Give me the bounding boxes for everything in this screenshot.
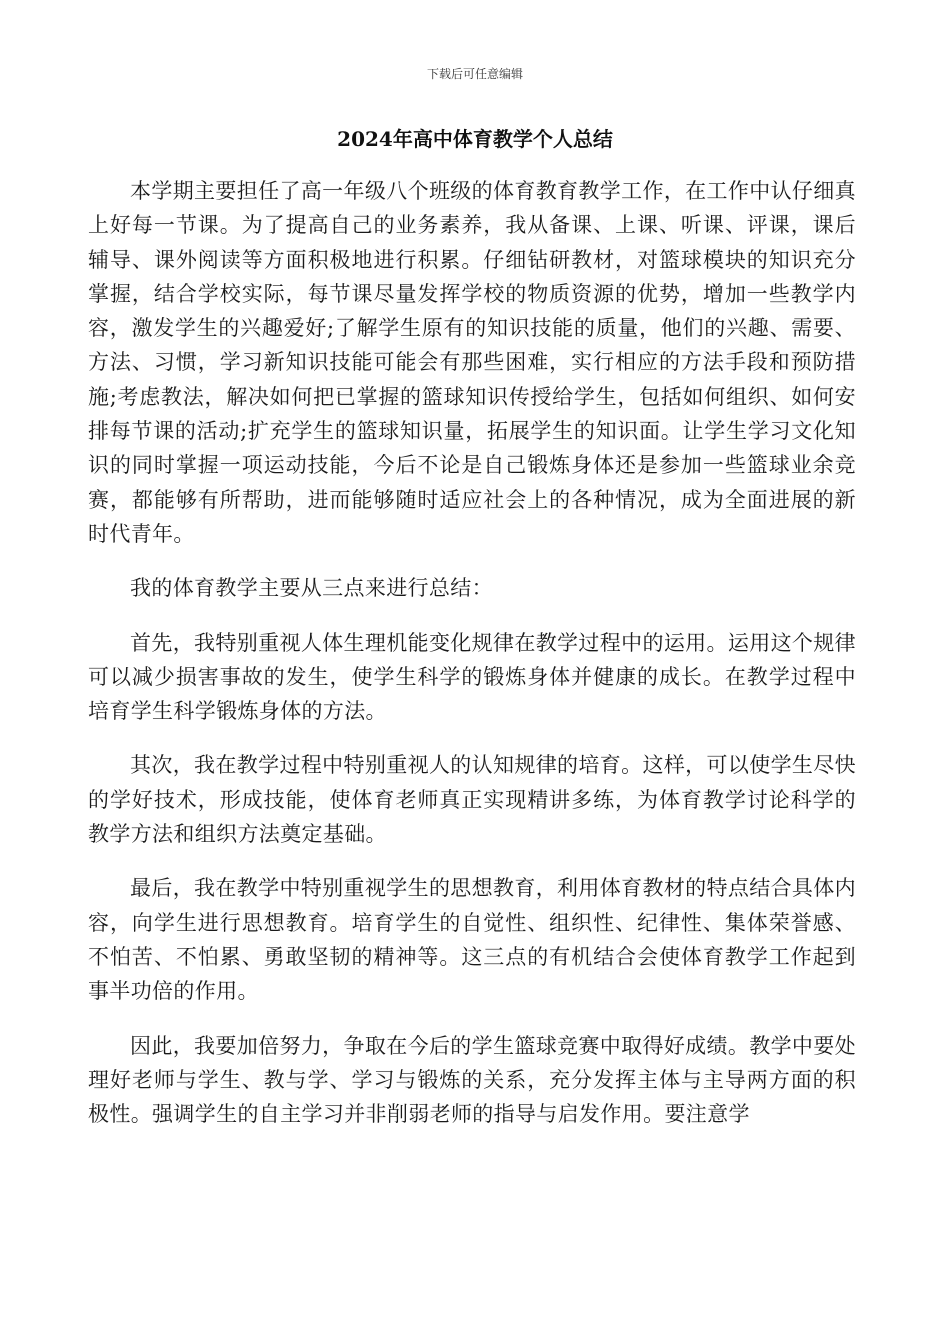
paragraph-second-point: 其次，我在教学过程中特别重视人的认知规律的培育。这样，可以使学生尽快的学好技术，形成技能，使体育老师真正实现精讲多练，为体育教学讨论科学的教学方法和组织方法奠定基础。: [88, 753, 856, 847]
paragraph-first-point: 首先，我特别重视人体生理机能变化规律在教学过程中的运用。运用这个规律可以减少损害事故的发生，使学生科学的锻炼身体并健康的成长。在教学过程中培育学生科学锻炼身体的方法。: [88, 630, 856, 724]
document-body: [88, 174, 856, 1151]
document-title: 2024年高中体育教学个人总结: [337, 127, 613, 151]
header-note: 下载后可任意编辑: [426, 67, 523, 81]
paragraph-intro: 本学期主要担任了高一年级八个班级的体育教育教学工作，在工作中认仔细真上好每一节课。为了提高自己的业务素养，我从备课、上课、听课、评课，课后辅导、课外阅读等方面积极地进行积累。仔细钻研教材，对篮球模块的知识充分掌握，结合学校实际，每节课尽量发挥学校的物质资源的优势，增加一些教学内容，激发学生的兴趣爱好;了解学生原有的知识技能的质量，他们的兴趣、需要、方法、习惯，学习新知识技能可能会有那些困难，实行相应的方法手段和预防措施;考虑教法，解决如何把已掌握的篮球知识传授给学生，包括如何组织、如何安排每节课的活动;扩充学生的篮球知识量，拓展学生的知识面。让学生学习文化知识的同时掌握一项运动技能，今后不论是自己锻炼身体还是参加一些篮球业余竞赛，都能够有所帮助，进而能够随时适应社会上的各种情况，成为全面进展的新时代青年。: [88, 179, 856, 546]
paragraph-conclusion: 因此，我要加倍努力，争取在今后的学生篮球竞赛中取得好成绩。教学中要处理好老师与学生、教与学、学习与锻炼的关系，充分发挥主体与主导两方面的积极性。强调学生的自主学习并非削弱老师的指导与启发作用。要注意学: [88, 1033, 856, 1127]
paragraph-third-point: 最后，我在教学中特别重视学生的思想教育，利用体育教材的特点结合具体内容，向学生进行思想教育。培育学生的自觉性、组织性、纪律性、集体荣誉感、不怕苦、不怕累、勇敢坚韧的精神等。这三点的有机结合会使体育教学工作起到事半功倍的作用。: [88, 876, 856, 1004]
paragraph-summary-lead: 我的体育教学主要从三点来进行总结：: [130, 576, 493, 601]
